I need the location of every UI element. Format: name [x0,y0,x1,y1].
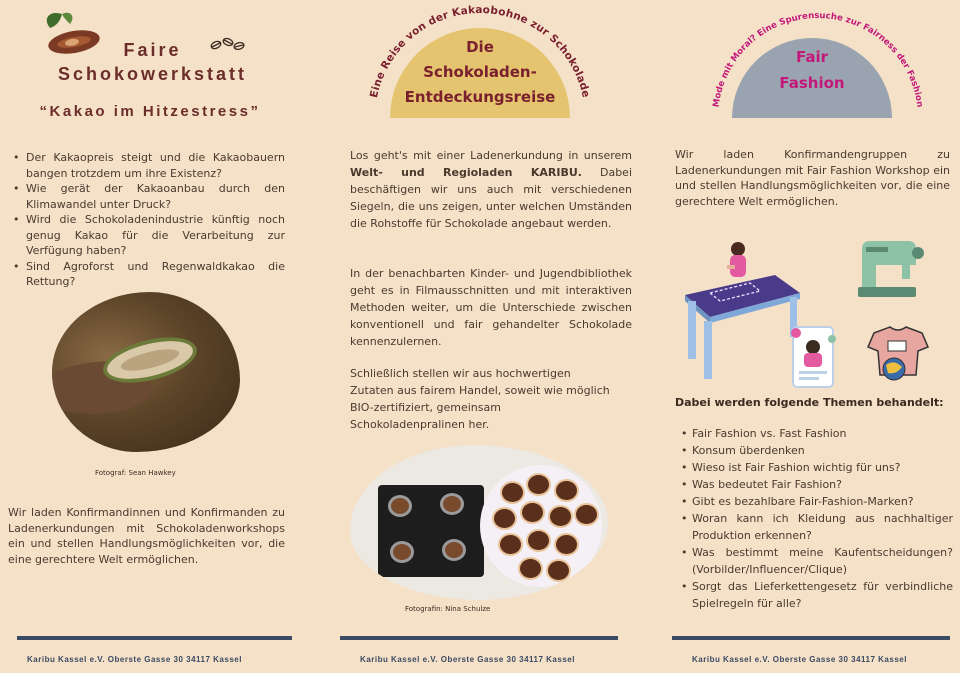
footer-rule [17,636,292,640]
panel-schokowerkstatt [0,0,300,673]
karibu-store-name: Welt- und Regioladen KARIBU. [350,166,582,179]
photo-caption: Fotografin: Nina Schulze [405,605,491,613]
list-item: • Der Kakaopreis steigt und die Kakaobauern bangen trotzdem um ihre Existenz? [10,150,285,181]
title-line: Schokoladen- [423,63,537,81]
library-paragraph: In der benachbarten Kinder- und Jugendbibliothek geht es in Filmausschnitten und mit interaktiven Methoden weiter, um die Unterschiede zwischen konventionell und fair gehandelter Schokolade kennenzulernen. [350,267,632,348]
tray-shape [378,485,484,577]
topics-heading: Dabei werden folgende Themen behandelt: [675,396,944,409]
pralines-photo [350,445,608,600]
footer-rule [340,636,618,640]
footer-address: Karibu Kassel e.V. Oberste Gasse 30 34117 Kassel [360,655,575,664]
invitation-text: Wir laden Konfirmandengruppen zu Ladenerkundungen mit Fair Fashion Workshop ein und stellen Handlungsmöglichkeiten vor, die eine gerechtere Welt ermöglichen. [675,148,950,208]
influencer-phone-icon [791,327,836,387]
plate-shape [480,465,602,587]
arc-tagline: Mode mit Moral? Eine Spurensuche zur Fairness der Fashion [711,10,925,108]
intro-paragraph: Los geht's mit einer Ladenerkundung in unserem Welt- und Regioladen KARIBU. Dabei beschäftigen wir uns auch mit verschiedenen Siegeln, die uns zeigen, unter welchen Umständen die Rohstoffe für Schokolade angebaut werden. [350,149,632,230]
list-item: • Sind Agroforst und Regenwaldkakao die Rettung? [10,259,285,290]
title-badge [330,0,630,135]
fair-shirt-icon [868,327,928,380]
footer-address: Karibu Kassel e.V. Oberste Gasse 30 34117 Kassel [27,655,242,664]
list-item: • Was bedeutet Fair Fashion? [678,476,953,493]
list-item: • Fair Fashion vs. Fast Fashion [678,425,953,442]
invitation-text: Wir laden Konfirmandinnen und Konfirmanden zu Ladenerkundungen mit Schokoladenworkshops ein und stellen Handlungsmöglichkeiten vor, die eine gerechtere Welt ermöglichen. [8,506,285,566]
list-item: • Wie gerät der Kakaoanbau durch den Klimawandel unter Druck? [10,181,285,212]
list-item: • Gibt es bezahlbare Fair-Fashion-Marken? [678,493,953,510]
fashion-illustration [680,235,935,395]
list-item: • Konsum überdenken [678,442,953,459]
pralines-paragraph: Schließlich stellen wir aus hochwertigen Zutaten aus fairem Handel, soweit wie möglich BIO-zertifiziert, gemeinsam Schokoladenpralinen her. [350,367,610,431]
panel-entdeckungsreise [330,0,630,673]
footer-rule [672,636,950,640]
footer-address: Karibu Kassel e.V. Oberste Gasse 30 34117 Kassel [692,655,907,664]
title-line: Fashion [779,74,845,92]
list-item: • Was bestimmt meine Kaufentscheidungen? (Vorbilder/Influencer/Clique) [678,544,953,578]
title-line: Fair [795,48,829,66]
panel-fair-fashion [660,0,960,673]
tailor-table-icon [685,242,800,379]
subtitle: “Kakao im Hitzestress” [39,103,261,120]
page-title: Faire Schokowerkstatt [57,40,248,84]
question-list [10,150,285,290]
sewing-machine-icon [858,241,924,297]
coffee-beans-icon [208,36,248,54]
title-badge [660,0,960,135]
photo-caption: Fotograf: Sean Hawkey [95,469,176,477]
cocoa-pod-photo [52,292,240,452]
title-line: Die [466,38,494,56]
list-item: • Wieso ist Fair Fashion wichtig für uns? [678,459,953,476]
list-item: • Woran kann ich Kleidung aus nachhaltiger Produktion erkennen? [678,510,953,544]
arc-tagline: Eine Reise von der Kakaobohne zur Schokolade [368,3,592,99]
title-line: Entdeckungsreise [404,88,556,106]
list-item: • Sorgt das Lieferkettengesetz für verbindliche Spielregeln für alle? [678,578,953,612]
topics-list [678,425,953,612]
list-item: • Wird die Schokoladenindustrie künftig noch genug Kakao für die Verarbeitung zur Verfügung haben? [10,212,285,259]
